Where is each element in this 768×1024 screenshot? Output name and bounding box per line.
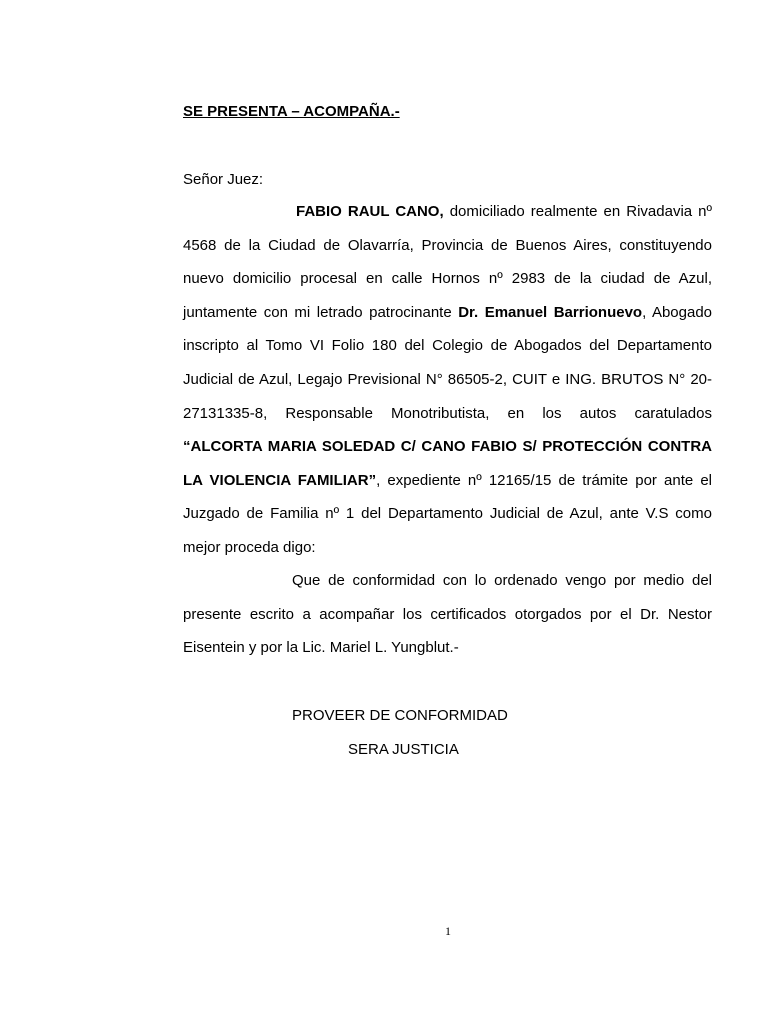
closing-proveer: PROVEER DE CONFORMIDAD: [292, 707, 508, 724]
paragraph-presentation-text-c: , expediente nº 12165/15 de trámite por ante el Juzgado de Familia nº 1 del Departamento Judicial de Azul, ante V.S como mejor proceda digo:: [183, 471, 712, 556]
party-name: FABIO RAUL CANO,: [296, 203, 444, 220]
closing-sera-justicia: SERA JUSTICIA: [348, 741, 459, 758]
salutation: Señor Juez:: [183, 171, 264, 188]
lawyer-name: Dr. Emanuel Barrionuevo: [458, 303, 643, 321]
paragraph-presentation-text-b: , Abogado inscripto al Tomo VI Folio 180 del Colegio de Abogados del Departamento Judicial de Azul, Legajo Previsional N° 86505-2, CUIT e ING. BRUTOS N° 20-27131335-8, Responsable Monotributista, en los autos caratulados: [183, 303, 712, 422]
paragraph-presentation-text-a: domiciliado realmente en Rivadavia nº 4568 de la Ciudad de Olavarría, Provincia de Buenos Aires, constituyendo nuevo domicilio procesal en calle Hornos nº 2983 de la ciudad de Azul, juntamente con mi letrado patrocinante: [183, 203, 712, 321]
case-title: “ALCORTA MARIA SOLEDAD C/ CANO FABIO S/ PROTECCIÓN CONTRA LA VIOLENCIA FAMILIAR”: [183, 438, 712, 489]
paragraph-request: Que de conformidad con lo ordenado vengo por medio del presente escrito a acompañar los certificados otorgados por el Dr. Nestor Eisentein y por la Lic. Mariel L. Yungblut.-: [183, 572, 712, 657]
paragraph-presentation: [183, 195, 712, 565]
document-heading: SE PRESENTA – ACOMPAÑA.-: [183, 103, 400, 120]
page-number: 1: [445, 924, 451, 938]
